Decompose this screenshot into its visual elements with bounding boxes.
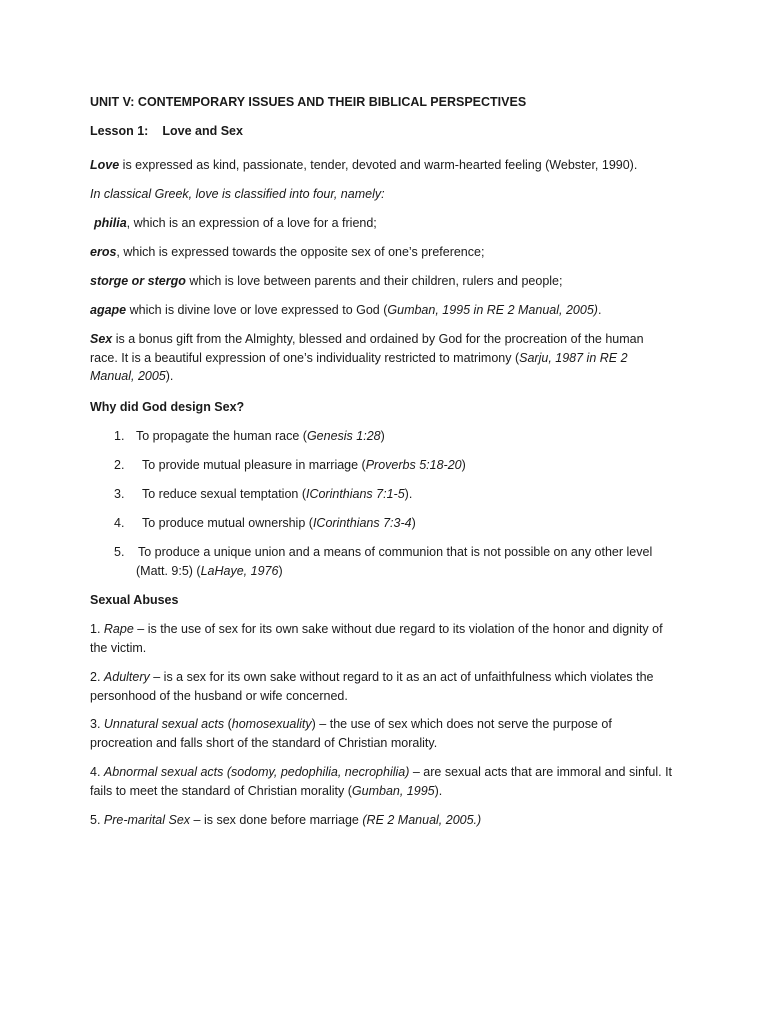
abuses-heading: Sexual Abuses [90,593,179,607]
love-type-eros [90,243,690,262]
love-type-storge [90,272,690,291]
sex-definition [90,330,670,386]
abuse-term: Pre-marital Sex [103,813,191,827]
abuse-term: Abnormal sexual acts (sodomy, pedophilia, necrophilia) [103,765,410,779]
reason-number: 1. [114,429,125,443]
agape-text: which is divine love or love expressed to God ( [126,303,388,317]
philia-term: philia [94,216,127,230]
storge-term: storge or stergo [90,274,186,288]
unit-title: UNIT V: CONTEMPORARY ISSUES AND THEIR BIBLICAL PERSPECTIVES [90,95,527,109]
abuse-text: – is sex done before marriage [190,813,363,827]
reason-number: 2. [114,458,125,472]
reason-text: To produce a unique union and a means of communion that is not possible on any other level (Matt. 9:5) ( [136,545,653,578]
reason-end: ) [278,563,283,578]
love-term: Love [90,158,120,172]
reason-text: To produce mutual ownership ( [142,516,313,530]
reason-citation: LaHaye, 1976 [200,563,279,578]
reason-citation: Proverbs 5:18-20 [365,458,462,472]
reason-text: To propagate the human race ( [136,429,307,443]
love-text: is expressed as kind, passionate, tender, devoted and warm-hearted feeling (Webster, 1990). [119,158,638,172]
abuse-number: 4. [90,765,104,779]
abuse-item [90,715,650,752]
abuse-item [90,620,680,657]
love-type-agape [90,301,690,320]
abuse-citation: Gumban, 1995 [351,783,435,798]
abuse-term: Unnatural sexual acts [103,717,225,731]
abuse-number: 3. [90,717,104,731]
eros-term: eros [90,245,117,259]
reason-end: ) [411,516,416,530]
sex-term: Sex [90,332,113,346]
classical-intro: In classical Greek, love is classified into four, namely: [90,187,385,201]
reason-text: To reduce sexual temptation ( [142,487,306,501]
reason-number: 5. [114,545,125,559]
abuse-number: 2. [90,670,104,684]
reason-number: 3. [114,487,125,501]
reason-citation: Genesis 1:28 [306,429,381,443]
agape-end: . [597,303,602,317]
abuse-number: 5. [90,813,104,827]
abuse-text: – are sexual acts that are immoral and sinful. It fails to meet the standard of Christian morality ( [90,765,673,798]
reason-end: ). [404,487,413,501]
abuse-text: – is the use of sex for its own sake without due regard to its violation of the honor and dignity of the victim. [90,622,663,655]
reason-number: 4. [114,516,125,530]
why-heading: Why did God design Sex? [90,400,245,414]
reason-item [114,427,674,446]
abuse-text: ) – the use of sex which does not serve the purpose of procreation and falls short of the standard of Christian morality. [90,717,612,750]
reason-text: To provide mutual pleasure in marriage ( [142,458,366,472]
abuse-citation: (RE 2 Manual, 2005.) [362,813,482,827]
sex-citation: Sarju, 1987 in RE 2 Manual, 2005 [90,350,628,383]
reason-item [114,456,674,475]
reason-item [114,485,674,504]
abuse-term: Adultery [103,670,150,684]
lesson-label: Lesson 1: [90,124,149,138]
lesson-title: Love and Sex [162,124,243,138]
abuse-text: – is a sex for its own sake without regard to it as an act of unfaithfulness which violates the personhood of the husband or wife concerned. [90,670,654,703]
reason-citation: ICorinthians 7:1-5 [305,487,405,501]
abuse-term: Rape [103,622,134,636]
abuse-paren: homosexuality [231,717,312,731]
agape-term: agape [90,303,127,317]
abuse-item [90,763,680,800]
reason-item [114,543,674,580]
sex-end: ). [165,369,174,383]
reason-item [114,514,674,533]
abuse-item [90,811,690,830]
philia-text: , which is an expression of a love for a friend; [126,216,377,230]
agape-citation: Gumban, 1995 in RE 2 Manual, 2005) [387,303,598,317]
love-definition [90,156,690,175]
abuse-mid: ( [224,717,232,731]
abuse-end: ). [434,783,443,798]
abuse-number: 1. [90,622,104,636]
eros-text: , which is expressed towards the opposite sex of one’s preference; [116,245,485,259]
reason-citation: ICorinthians 7:3-4 [312,516,412,530]
reason-end: ) [380,429,385,443]
lesson-heading [90,122,690,141]
reason-end: ) [461,458,466,472]
abuse-item [90,668,680,705]
love-type-philia [94,214,694,233]
sex-text: is a bonus gift from the Almighty, blessed and ordained by God for the procreation of the human race. It is a beautiful expression of one’s individuality restricted to matrimony ( [90,332,644,365]
storge-text: which is love between parents and their children, rulers and people; [185,274,563,288]
